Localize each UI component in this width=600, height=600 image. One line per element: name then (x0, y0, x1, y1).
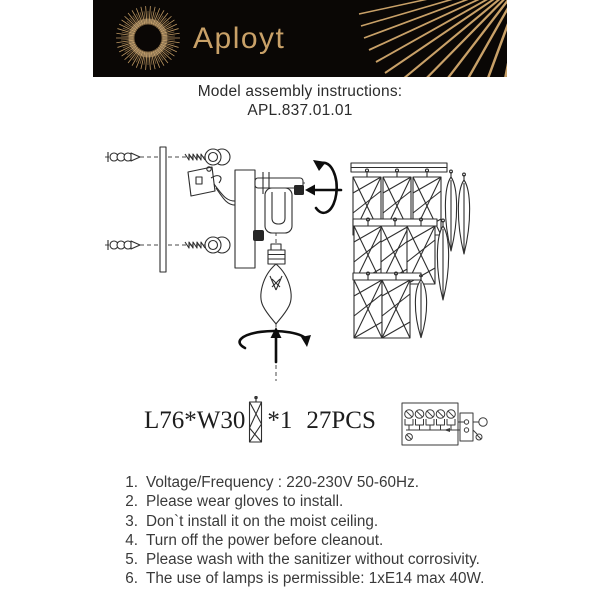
brand-banner (93, 0, 507, 77)
item-text: Please wash with the sanitizer without corrosivity. (146, 551, 480, 569)
instruction-list (0, 473, 600, 589)
lamp-socket (265, 188, 292, 233)
item-text: Please wear gloves to install. (146, 493, 344, 511)
wire-arrow (444, 428, 450, 432)
item-number: 4. (125, 531, 138, 549)
parts-count-row (144, 394, 376, 448)
mounting-bar (160, 147, 166, 272)
screw-icon (185, 149, 230, 253)
crystal-dimensions: L76*W30 (144, 407, 246, 434)
crystal-multiplier: *1 (267, 407, 293, 434)
junction-box (188, 167, 237, 205)
list-item (112, 473, 600, 492)
item-text: Don`t install it on the moist ceiling. (146, 512, 379, 530)
crystal-pendant-icon (247, 396, 265, 446)
bulb-icon (261, 244, 291, 324)
item-number: 3. (125, 512, 138, 530)
list-item (112, 512, 600, 531)
screw-bulb-arrow-icon (240, 327, 311, 362)
brand-logo-text: Aployt (193, 21, 286, 55)
item-text: Turn off the power before cleanout. (146, 531, 384, 549)
adjust-knob (253, 230, 264, 241)
item-number: 2. (125, 493, 138, 511)
page-title (0, 82, 600, 120)
list-item (112, 531, 600, 550)
list-item (112, 550, 600, 569)
item-number: 5. (125, 551, 138, 569)
item-text: Voltage/Frequency : 220-230V 50-60Hz. (146, 474, 419, 491)
terminal-screws (405, 410, 456, 430)
model-number: APL.837.01.01 (247, 102, 353, 119)
item-number: 1. (125, 474, 138, 491)
set-screw-nut (294, 185, 304, 195)
sunburst-center (136, 26, 161, 51)
banner-art (93, 0, 507, 77)
connector-block (458, 413, 487, 441)
title-line: Model assembly instructions: (197, 83, 403, 100)
item-text: The use of lamps is permissible: 1xE14 max 40W. (146, 570, 485, 588)
list-item (112, 569, 600, 588)
wiring-diagram (398, 399, 490, 455)
assembly-diagram (95, 138, 495, 390)
rotate-arrow-icon (305, 160, 341, 213)
assembled-sconce-illustration (351, 163, 470, 338)
wall-anchor-icon (108, 152, 140, 250)
list-item (112, 492, 600, 511)
item-number: 6. (125, 570, 138, 588)
corner-rays-decoration (359, 0, 507, 77)
pieces-count: 27PCS (306, 407, 376, 434)
